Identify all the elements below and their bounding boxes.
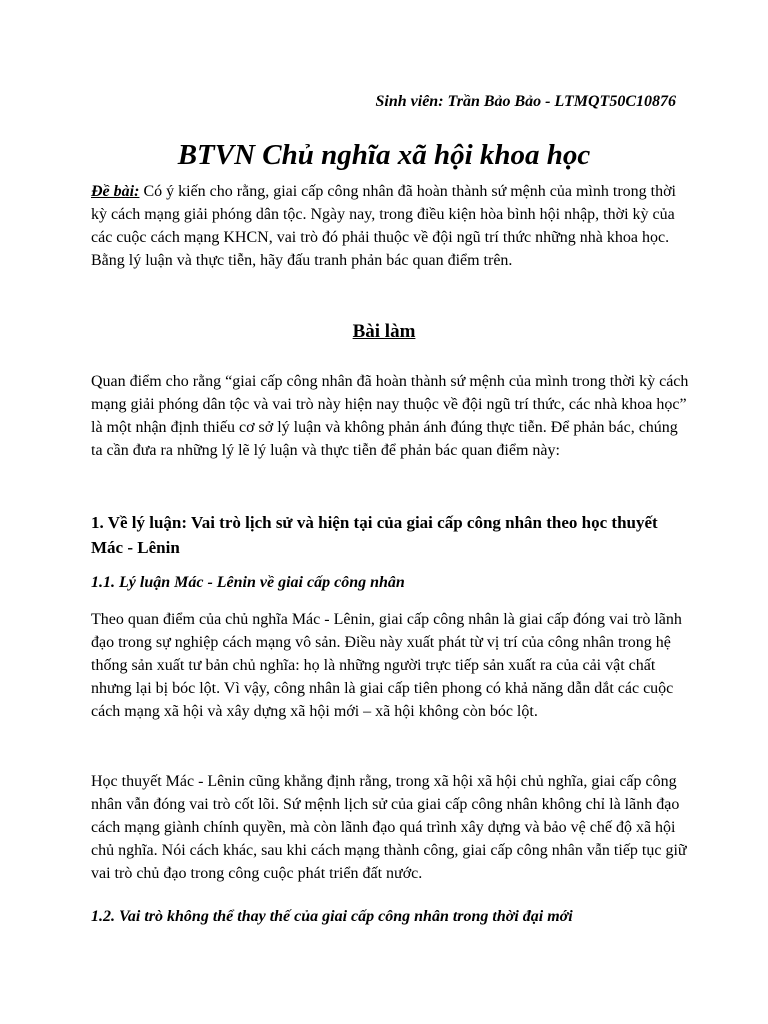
subsection-1-1-paragraph-2: Học thuyết Mác - Lênin cũng khẳng định rằng, trong xã hội xã hội chủ nghĩa, giai cấp công nhân vẫn đóng vai trò cốt lõi. Sứ mệnh lịch sử của giai cấp công nhân không chỉ là lãnh đạo cách mạng giành chính quyền, mà còn lãnh đạo quá trình xây dựng và bảo vệ chế độ xã hội chủ nghĩa. Nói cách khác, sau khi cách mạng thành công, giai cấp công nhân vẫn tiếp tục giữ vai trò chủ đạo trong công cuộc phát triển đất nước. — [91, 773, 687, 882]
subsection-1-2-heading: 1.2. Vai trò không thể thay thế của giai cấp công nhân trong thời đại mới — [91, 908, 573, 925]
subsection-1-1-heading: 1.1. Lý luận Mác - Lênin về giai cấp công nhân — [91, 574, 405, 591]
document-title: BTVN Chủ nghĩa xã hội khoa học — [177, 139, 591, 171]
answer-heading: Bài làm — [352, 321, 416, 342]
student-info: Sinh viên: Trần Bảo Bảo - LTMQT50C10876 — [375, 93, 676, 110]
subsection-1-1-paragraph-1: Theo quan điểm của chủ nghĩa Mác - Lênin, giai cấp công nhân là giai cấp đóng vai trò lãnh đạo trong sự nghiệp cách mạng vô sản. Điều này xuất phát từ vị trí của công nhân trong hệ thống sản xuất tư bản chủ nghĩa: họ là những người trực tiếp sản xuất ra của cải vật chất nhưng lại bị bóc lột. Vì vậy, công nhân là giai cấp tiên phong có khả năng dẫn dắt các cuộc cách mạng xã hội và xây dựng xã hội mới – xã hội không còn bóc lột. — [91, 611, 682, 720]
section-1-heading: 1. Về lý luận: Vai trò lịch sử và hiện tại của giai cấp công nhân theo học thuyết Mác - Lênin — [91, 513, 658, 557]
assignment-label: Đề bài: — [91, 183, 140, 200]
intro-paragraph: Quan điểm cho rằng “giai cấp công nhân đã hoàn thành sứ mệnh của mình trong thời kỳ cách mạng giải phóng dân tộc và vai trò này hiện nay thuộc về đội ngũ trí thức, các nhà khoa học” là một nhận định thiếu cơ sở lý luận và không phản ánh đúng thực tiễn. Để phản bác, chúng ta cần đưa ra những lý lẽ lý luận và thực tiễn để phản bác quan điểm này: — [91, 373, 689, 459]
assignment-paragraph — [91, 180, 691, 272]
assignment-text: Có ý kiến cho rằng, giai cấp công nhân đã hoàn thành sứ mệnh của mình trong thời kỳ cách mạng giải phóng dân tộc. Ngày nay, trong điều kiện hòa bình hội nhập, thời kỳ của các cuộc cách mạng KHCN, vai trò đó phải thuộc về đội ngũ trí thức những nhà khoa học. Bằng lý luận và thực tiễn, hãy đấu tranh phản bác quan điểm trên. — [91, 183, 676, 269]
